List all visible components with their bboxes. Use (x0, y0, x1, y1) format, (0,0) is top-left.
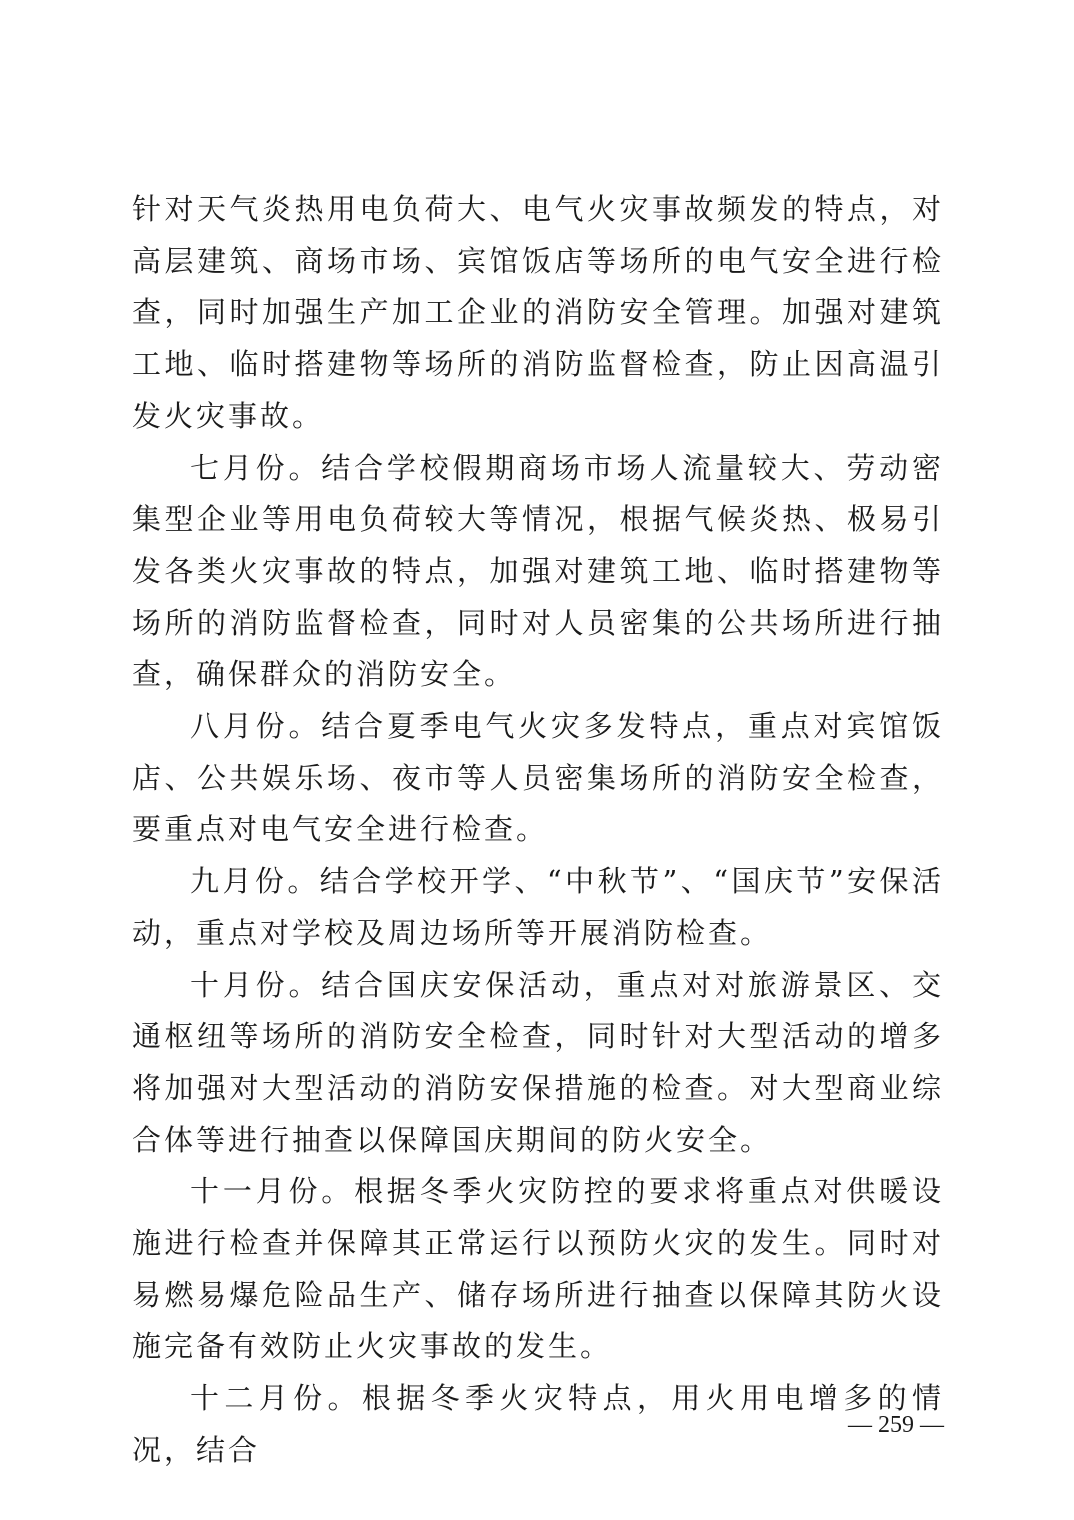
document-body (132, 184, 944, 1477)
paragraph-continuation: 针对天气炎热用电负荷大、电气火灾事故频发的特点，对高层建筑、商场市场、宾馆饭店等场所的电气安全进行检查，同时加强生产加工企业的消防安全管理。加强对建筑工地、临时搭建物等场所的消防监督检查，防止因高温引发火灾事故。 (132, 192, 944, 433)
paragraph-november: 十一月份。根据冬季火灾防控的要求将重点对供暖设施进行检查并保障其正常运行以预防火灾的发生。同时对易燃易爆危险品生产、储存场所进行抽查以保障其防火设施完备有效防止火灾事故的发生。 (132, 1174, 944, 1364)
paragraph-september: 九月份。结合学校开学、“中秋节”、“国庆节”安保活动，重点对学校及周边场所等开展消防检查。 (132, 864, 944, 950)
paragraph-october: 十月份。结合国庆安保活动，重点对对旅游景区、交通枢纽等场所的消防安全检查，同时针对大型活动的增多将加强对大型活动的消防安保措施的检查。对大型商业综合体等进行抽查以保障国庆期间的防火安全。 (132, 967, 944, 1157)
paragraph-august: 八月份。结合夏季电气火灾多发特点，重点对宾馆饭店、公共娱乐场、夜市等人员密集场所的消防安全检查，要重点对电气安全进行检查。 (132, 709, 944, 847)
paragraph-july: 七月份。结合学校假期商场市场人流量较大、劳动密集型企业等用电负荷较大等情况，根据气候炎热、极易引发各类火灾事故的特点，加强对建筑工地、临时搭建物等场所的消防监督检查，同时对人员密集的公共场所进行抽查，确保群众的消防安全。 (132, 450, 944, 692)
paragraph-december: 十二月份。根据冬季火灾特点，用火用电增多的情况，结合 (132, 1381, 944, 1467)
page-number: — 259 — (848, 1412, 944, 1438)
